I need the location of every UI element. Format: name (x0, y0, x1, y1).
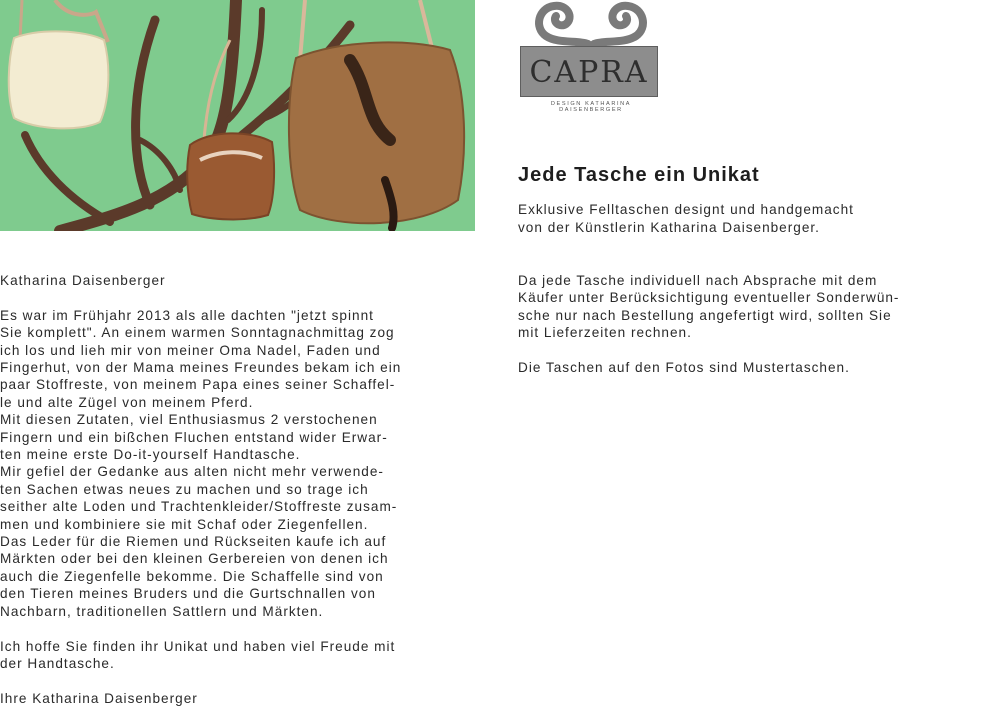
info-line: Käufer unter Berücksichtigung eventueller Sonderwün- (518, 290, 900, 306)
subtitle-line: Exklusive Felltaschen designt und handgemacht (518, 202, 854, 217)
info-line: Da jede Tasche individuell nach Absprache mit dem (518, 273, 878, 288)
subtitle-line: von der Künstlerin Katharina Daisenberger. (518, 219, 820, 235)
story-line: auch die Ziegenfelle bekomme. Die Schaffelle sind von (0, 568, 384, 584)
info-column (518, 272, 978, 376)
logo-plate (520, 46, 658, 97)
story-line: Das Leder für die Riemen und Rückseiten kaufe ich auf (0, 534, 387, 550)
story-line: Fingerhut, von der Mama meines Freundes bekam ich ein (0, 360, 402, 376)
page-subtitle (518, 201, 978, 236)
info-line: sche nur nach Bestellung angefertigt wird, sollten Sie (518, 307, 892, 323)
hero-image (0, 0, 475, 231)
story-line: Nachbarn, traditionellen Sattlern und Märkten. (0, 603, 324, 619)
page-title: Jede Tasche ein Unikat (518, 164, 760, 186)
capra-logo (518, 0, 664, 112)
info-line: mit Lieferzeiten rechnen. (518, 325, 692, 341)
story-line: seither alte Loden und Trachtenkleider/Stoffreste zusam- (0, 499, 398, 515)
story-line: le und alte Zügel von meinem Pferd. (0, 394, 254, 410)
story-line: ten meine erste Do-it-yourself Handtasche. (0, 447, 301, 463)
sample-note: Die Taschen auf den Fotos sind Mustertaschen. (518, 360, 850, 376)
antler-bags-illustration (0, 0, 475, 231)
closing-line: der Handtasche. (0, 655, 115, 671)
story-line: Märkten oder bei den kleinen Gerbereien von denen ich (0, 551, 389, 567)
story-line: men und kombiniere sie mit Schaf oder Ziegenfellen. (0, 516, 369, 532)
author-name: Katharina Daisenberger (0, 273, 166, 288)
story-line: Mir gefiel der Gedanke aus alten nicht mehr verwende- (0, 464, 384, 480)
logo-subtitle: DESIGN KATHARINA DAISENBERGER (550, 101, 632, 113)
ibex-horns-icon (518, 0, 664, 50)
story-line: den Tieren meines Bruders und die Gurtschnallen von (0, 586, 376, 602)
signature: Ihre Katharina Daisenberger (0, 690, 198, 706)
story-line: Mit diesen Zutaten, viel Enthusiasmus 2 verstochenen (0, 412, 378, 428)
story-line: Es war im Frühjahr 2013 als alle dachten "jetzt spinnt (0, 307, 374, 323)
story-line: Fingern und ein bißchen Fluchen entstand wider Erwar- (0, 429, 388, 445)
story-column (0, 272, 470, 707)
logo-wordmark: CAPRA (529, 55, 649, 90)
story-line: Sie komplett". An einem warmen Sonntagnachmittag zog (0, 325, 395, 341)
story-line: ich los und lieh mir von meiner Oma Nadel, Faden und (0, 342, 381, 358)
story-line: paar Stoffreste, von meinem Papa eines seiner Schaffel- (0, 377, 396, 393)
brown-fur-bag (187, 133, 274, 219)
closing-line: Ich hoffe Sie finden ihr Unikat und haben viel Freude mit (0, 638, 396, 654)
story-line: ten Sachen etwas neues zu machen und so trage ich (0, 481, 369, 497)
white-fur-bag (9, 31, 109, 128)
